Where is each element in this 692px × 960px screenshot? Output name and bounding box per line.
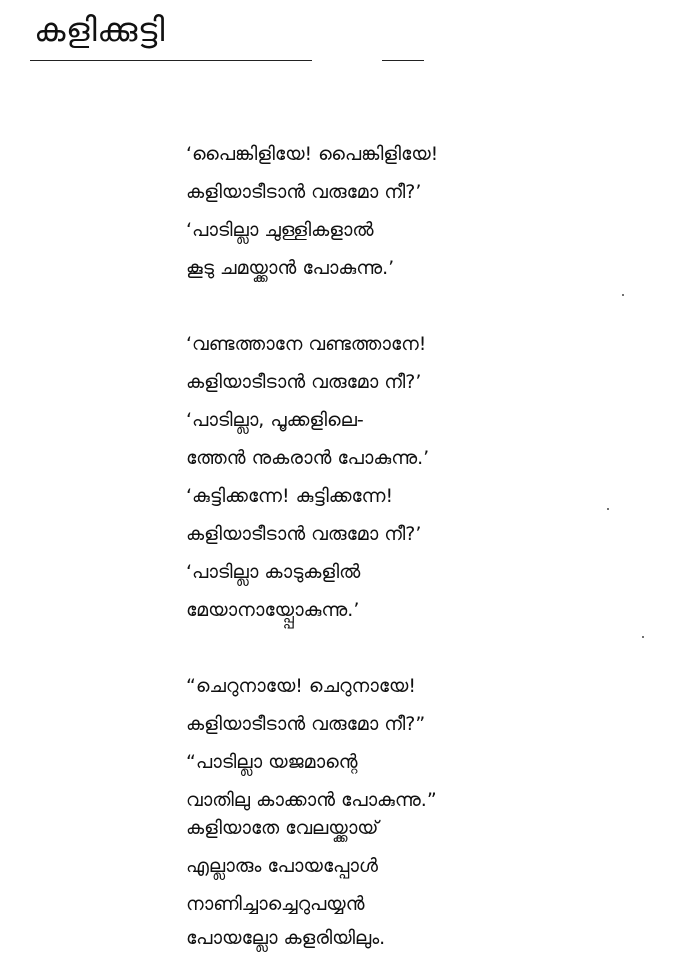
poem-line: ‘കുട്ടിക്കന്നേ! കുട്ടിക്കന്നേ!: [186, 485, 394, 507]
poem-line: ‘പാടില്ലാ ചുള്ളികളാൽ: [186, 219, 374, 241]
poem-line: കളിയാതേ വേലയ്ക്കായ്: [186, 817, 379, 839]
poem-line: ‘പൈങ്കിളിയേ! പൈങ്കിളിയേ!: [186, 143, 439, 165]
scan-speck: [607, 508, 609, 510]
scan-speck: [642, 636, 644, 638]
poem-line: ‘പാടില്ലാ, പൂക്കളിലെ-: [186, 409, 364, 431]
poem-line: എല്ലാരും പോയപ്പോൾ: [186, 855, 378, 877]
poem-line: “പാടില്ലാ യജമാന്റെ: [186, 751, 358, 773]
poem-line: “ചെറുനായേ! ചെറുനായേ!: [186, 675, 416, 697]
title-underline: [30, 60, 312, 61]
poem-line: കളിയാടീടാൻ വരുമോ നീ?”: [186, 713, 426, 735]
poem-line: ത്തേൻ നുകരാൻ പോകുന്നു.’: [186, 447, 430, 469]
poem-line: ‘പാടില്ലാ കാടുകളിൽ: [186, 561, 361, 583]
poem-line: ‘വണ്ടത്താനേ വണ്ടത്താനേ!: [186, 333, 427, 355]
poem-line: പോയല്ലോ കളരിയിലും.: [186, 927, 386, 949]
page-title: കളിക്കുട്ടി: [34, 10, 165, 49]
poem-line: കളിയാടീടാൻ വരുമോ നീ?’: [186, 523, 422, 545]
poem-line: കളിയാടീടാൻ വരുമോ നീ?’: [186, 371, 422, 393]
title-underline-dash: [382, 60, 424, 61]
poem-line: കളിയാടീടാൻ വരുമോ നീ?’: [186, 181, 422, 203]
poem-line: വാതിലു കാക്കാൻ പോകുന്നു.”: [186, 789, 437, 811]
poem-line: നാണിച്ചാച്ചെറുപയ്യൻ: [186, 893, 365, 915]
scan-speck: [622, 294, 624, 296]
poem-line: കൂടു ചമയ്ക്കാൻ പോകുന്നു.’: [186, 257, 395, 279]
poem-line: മേയാനായ്പ്പോകുന്നു.’: [186, 599, 360, 621]
